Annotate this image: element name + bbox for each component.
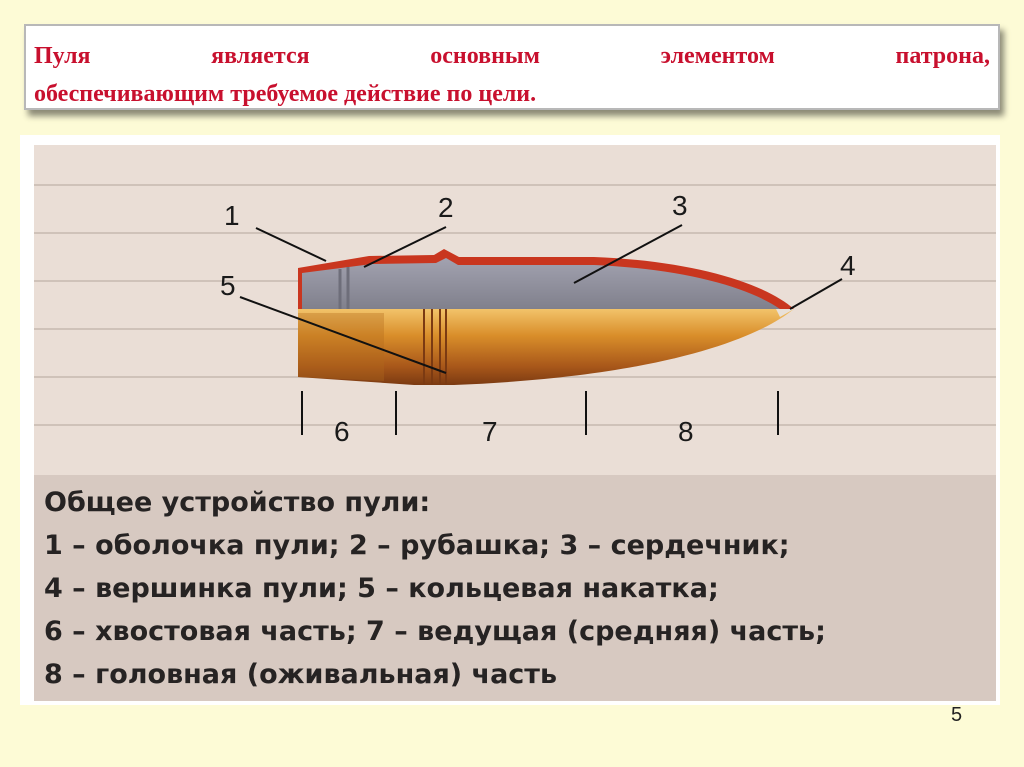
bullet-diagram xyxy=(34,145,996,475)
callout-3: 3 xyxy=(672,190,688,221)
leader-4 xyxy=(790,279,842,309)
caption-line: 1 – оболочка пули; 2 – рубашка; 3 – сердечник; xyxy=(44,530,790,561)
title-line-1 xyxy=(34,37,990,75)
callout-7: 7 xyxy=(482,416,498,447)
title-word: элементом xyxy=(660,43,775,69)
slide-number: 5 xyxy=(951,704,963,726)
callout-5: 5 xyxy=(220,270,236,301)
callout-1: 1 xyxy=(224,200,240,231)
caption-line: 4 – вершинка пули; 5 – кольцевая накатка; xyxy=(44,573,719,604)
caption-heading: Общее устройство пули: xyxy=(44,487,431,518)
core-section xyxy=(302,258,780,309)
slide-title xyxy=(24,24,1000,110)
legend-caption xyxy=(34,475,996,701)
title-word: является xyxy=(211,43,310,69)
callout-4: 4 xyxy=(840,250,856,281)
caption-line: 6 – хвостовая часть; 7 – ведущая (средняя) часть; xyxy=(44,616,826,647)
bullet xyxy=(298,249,794,385)
title-word: основным xyxy=(430,43,540,69)
title-word: патрона, xyxy=(895,43,990,69)
caption-line: 8 – головная (оживальная) часть xyxy=(44,659,558,690)
callout-6: 6 xyxy=(334,416,350,447)
title-line-2: обеспечивающим требуемое действие по цели. xyxy=(34,81,537,107)
bullet-figure-panel xyxy=(34,145,996,701)
callout-2: 2 xyxy=(438,192,454,223)
bullet-figure xyxy=(20,135,1000,705)
callout-8: 8 xyxy=(678,416,694,447)
title-word: Пуля xyxy=(34,43,91,69)
